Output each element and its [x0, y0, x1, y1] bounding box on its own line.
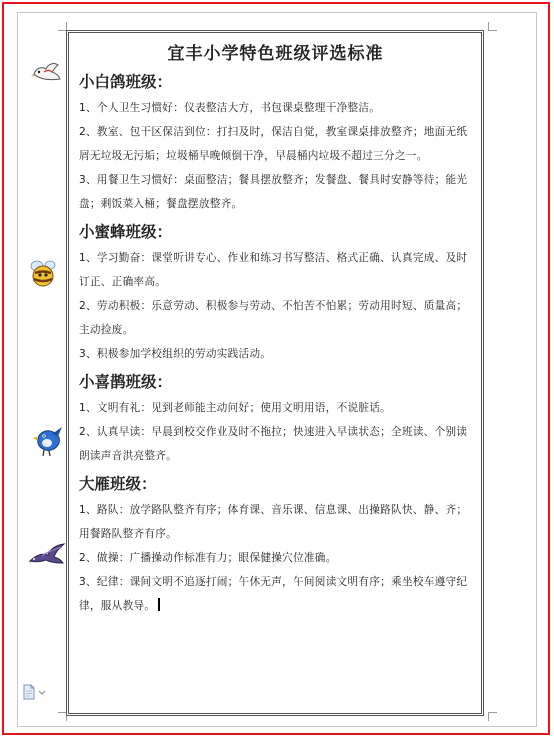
section-paragraph: 2、做操：广播操动作标准有力；眼保健操穴位准确。 [79, 552, 337, 564]
dove-icon [30, 60, 64, 86]
section-paragraph: 3、积极参加学校组织的劳动实践活动。 [79, 348, 272, 360]
section-paragraph: 3、用餐卫生习惯好：桌面整洁；餐具摆放整齐；发餐盘、餐具时安静等待；能光盘；剩饭菜入桶；餐盘摆放整齐。 [79, 174, 468, 210]
document-content[interactable] [66, 30, 484, 716]
magpie-icon [33, 425, 65, 459]
section-little-magpie [79, 370, 472, 468]
wild-goose-icon [28, 543, 66, 569]
section-heading: 大雁班级： [79, 474, 157, 493]
corner-mark-top-right [488, 22, 497, 31]
section-little-bee [79, 220, 472, 366]
section-paragraph: 1、文明有礼：见到老师能主动问好；使用文明用语，不说脏话。 [79, 402, 392, 414]
section-paragraph: 2、劳动积极：乐意劳动、积极参与劳动、不怕苦不怕累；劳动用时短、质量高；主动捡废。 [79, 300, 468, 336]
section-heading: 小白鸽班级： [79, 72, 173, 91]
section-paragraph [79, 570, 472, 618]
section-paragraph: 2、认真早读：早晨到校交作业及时不拖拉；快速进入早读状态；全班读、个别读朗读声音洪亮整齐。 [79, 426, 468, 462]
section-paragraph: 1、学习勤奋：课堂听讲专心、作业和练习书写整洁、格式正确、认真完成、及时订正、正确率高。 [79, 252, 468, 288]
paste-options-icon[interactable] [22, 684, 50, 700]
document-title: 宜丰小学特色班级评选标准 [167, 44, 384, 64]
section-wild-goose [79, 472, 472, 618]
section-paragraph: 1、路队：放学路队整齐有序；体育课、音乐课、信息课、出操路队快、静、齐；用餐路队整齐有序。 [79, 504, 468, 540]
section-white-dove [79, 70, 472, 216]
section-paragraph-text: 3、纪律：课间文明不追逐打闹；午休无声，午间阅读文明有序；乘坐校车遵守纪律，服从教导。 [79, 576, 468, 612]
section-paragraph: 1、个人卫生习惯好：仪表整洁大方，书包课桌整理干净整洁。 [79, 102, 381, 114]
section-paragraph: 2、教室、包干区保洁到位：打扫及时，保洁自觉，教室课桌排放整齐；地面无纸屑无垃圾无污垢；垃圾桶早晚倾倒干净，早晨桶内垃圾不超过三分之一。 [79, 126, 468, 162]
section-heading: 小喜鹊班级： [79, 372, 173, 391]
section-heading: 小蜜蜂班级： [79, 222, 173, 241]
bee-icon [28, 258, 60, 290]
corner-mark-bottom-right [488, 712, 497, 721]
text-cursor [158, 598, 160, 611]
